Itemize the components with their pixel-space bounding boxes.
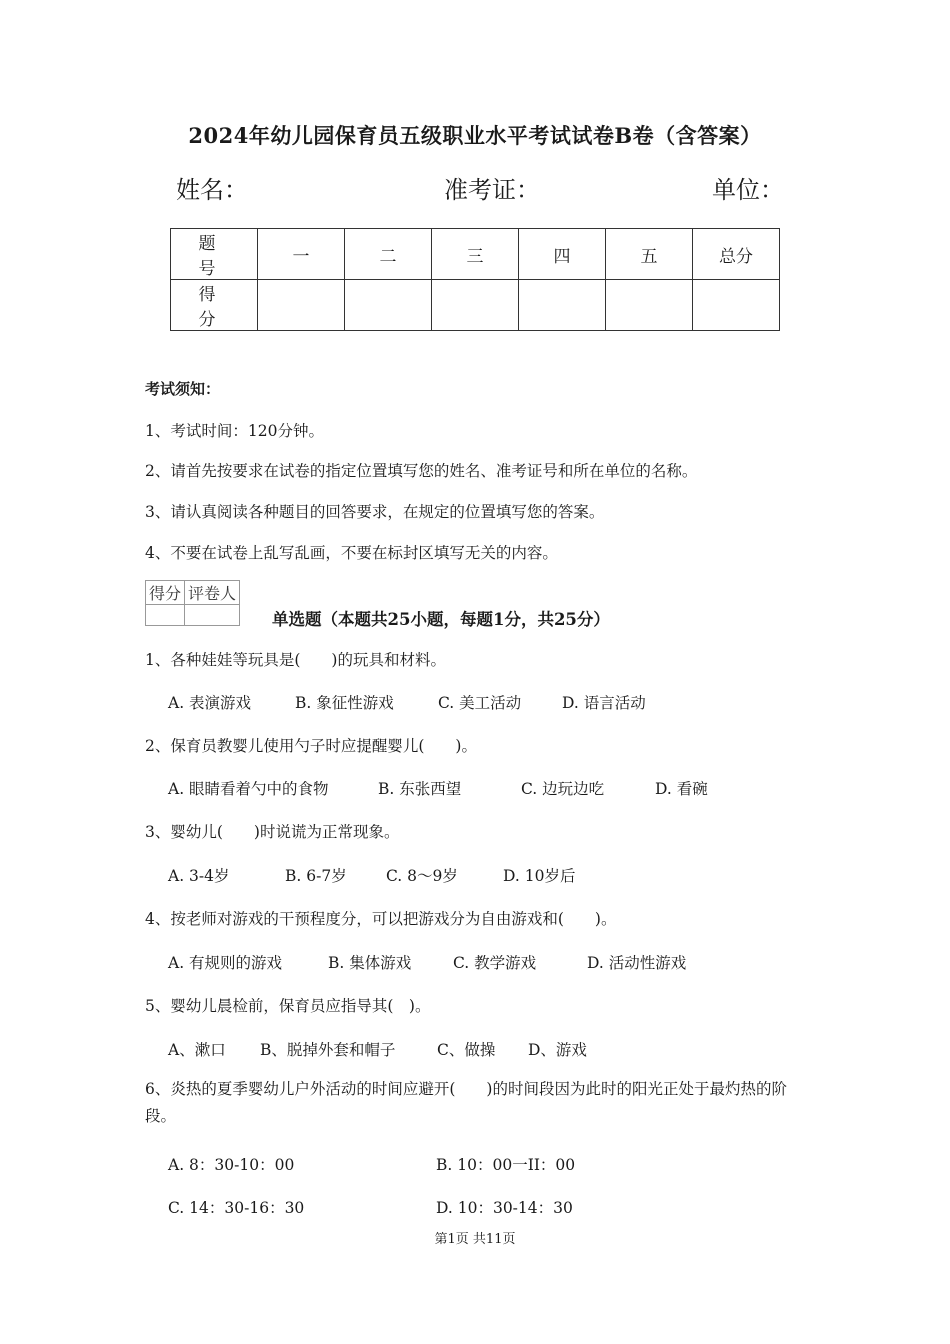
option-c: C. 边玩边吃 bbox=[521, 780, 605, 798]
option-b: B、脱掉外套和帽子 bbox=[260, 1041, 396, 1059]
question-stem: 3、婴幼儿( )时说谎为正常现象。 bbox=[145, 823, 400, 841]
note-item: 2、请首先按要求在试卷的指定位置填写您的姓名、准考证号和所在单位的名称。 bbox=[145, 462, 698, 480]
score-header-total: 总分 bbox=[693, 229, 780, 280]
option-a: A. 3-4岁 bbox=[168, 867, 230, 885]
unit-label: 单位： bbox=[712, 176, 784, 204]
option-a: A. 有规则的游戏 bbox=[168, 954, 283, 972]
option-d: D. 语言活动 bbox=[562, 694, 646, 712]
grader-reviewer-label: 评卷人 bbox=[185, 581, 240, 605]
option-d: D. 10：30-14：30 bbox=[436, 1199, 573, 1217]
grader-score-cell[interactable] bbox=[146, 605, 185, 626]
question-stem: 4、按老师对游戏的干预程度分，可以把游戏分为自由游戏和( )。 bbox=[145, 910, 617, 928]
option-d: D、游戏 bbox=[528, 1041, 587, 1059]
option-b: B. 集体游戏 bbox=[328, 954, 412, 972]
option-c: C. 美工活动 bbox=[438, 694, 522, 712]
notes-heading: 考试须知： bbox=[145, 380, 221, 398]
score-cell-4[interactable] bbox=[519, 280, 606, 331]
grader-reviewer-cell[interactable] bbox=[185, 605, 240, 626]
question-stem: 5、婴幼儿晨检前，保育员应指导其( )。 bbox=[145, 997, 431, 1015]
option-c: C、做操 bbox=[437, 1041, 496, 1059]
score-table bbox=[170, 228, 780, 331]
option-d: D. 活动性游戏 bbox=[587, 954, 687, 972]
score-table-header-row bbox=[171, 229, 780, 280]
page-title: 2024年幼儿园保育员五级职业水平考试试卷B卷（含答案） bbox=[188, 123, 762, 148]
score-header-label: 题 号 bbox=[171, 229, 258, 280]
section-title: 单选题（本题共25小题，每题1分，共25分） bbox=[272, 610, 610, 629]
ticket-label: 准考证： bbox=[444, 176, 540, 204]
score-header-1: 一 bbox=[258, 229, 345, 280]
score-row-label: 得 分 bbox=[171, 280, 258, 331]
page-footer: 第1页 共11页 bbox=[434, 1232, 516, 1247]
option-c: C. 教学游戏 bbox=[453, 954, 537, 972]
option-d: D. 看碗 bbox=[655, 780, 708, 798]
option-c: C. 8～9岁 bbox=[386, 867, 458, 885]
note-item: 4、不要在试卷上乱写乱画，不要在标封区填写无关的内容。 bbox=[145, 544, 558, 562]
note-item: 1、考试时间：120分钟。 bbox=[145, 422, 324, 440]
score-header-2: 二 bbox=[345, 229, 432, 280]
option-b: B. 6-7岁 bbox=[285, 867, 347, 885]
option-c: C. 14：30-16：30 bbox=[168, 1199, 305, 1217]
question-stem: 6、炎热的夏季婴幼儿户外活动的时间应避开( )的时间段因为此时的阳光正处于最灼热的阶段。 bbox=[145, 1080, 787, 1125]
score-cell-total[interactable] bbox=[693, 280, 780, 331]
score-cell-1[interactable] bbox=[258, 280, 345, 331]
grader-box bbox=[145, 580, 240, 626]
option-b: B. 东张西望 bbox=[378, 780, 462, 798]
score-cell-5[interactable] bbox=[606, 280, 693, 331]
option-a: A、漱口 bbox=[168, 1041, 226, 1059]
option-a: A. 表演游戏 bbox=[168, 694, 252, 712]
score-header-3: 三 bbox=[432, 229, 519, 280]
score-header-5: 五 bbox=[606, 229, 693, 280]
name-label: 姓名： bbox=[176, 176, 248, 204]
note-item: 3、请认真阅读各种题目的回答要求，在规定的位置填写您的答案。 bbox=[145, 503, 605, 521]
score-cell-2[interactable] bbox=[345, 280, 432, 331]
question-stem: 2、保育员教婴儿使用勺子时应提醒婴儿( )。 bbox=[145, 737, 477, 755]
question-stem: 1、各种娃娃等玩具是( )的玩具和材料。 bbox=[145, 651, 446, 669]
option-b: B. 10：00一II：00 bbox=[436, 1156, 576, 1174]
grader-score-label: 得分 bbox=[146, 581, 185, 605]
option-a: A. 眼睛看着勺中的食物 bbox=[168, 780, 329, 798]
score-cell-3[interactable] bbox=[432, 280, 519, 331]
option-a: A. 8：30-10：00 bbox=[168, 1156, 295, 1174]
score-header-4: 四 bbox=[519, 229, 606, 280]
score-table-score-row bbox=[171, 280, 780, 331]
option-d: D. 10岁后 bbox=[503, 867, 576, 885]
option-b: B. 象征性游戏 bbox=[295, 694, 394, 712]
